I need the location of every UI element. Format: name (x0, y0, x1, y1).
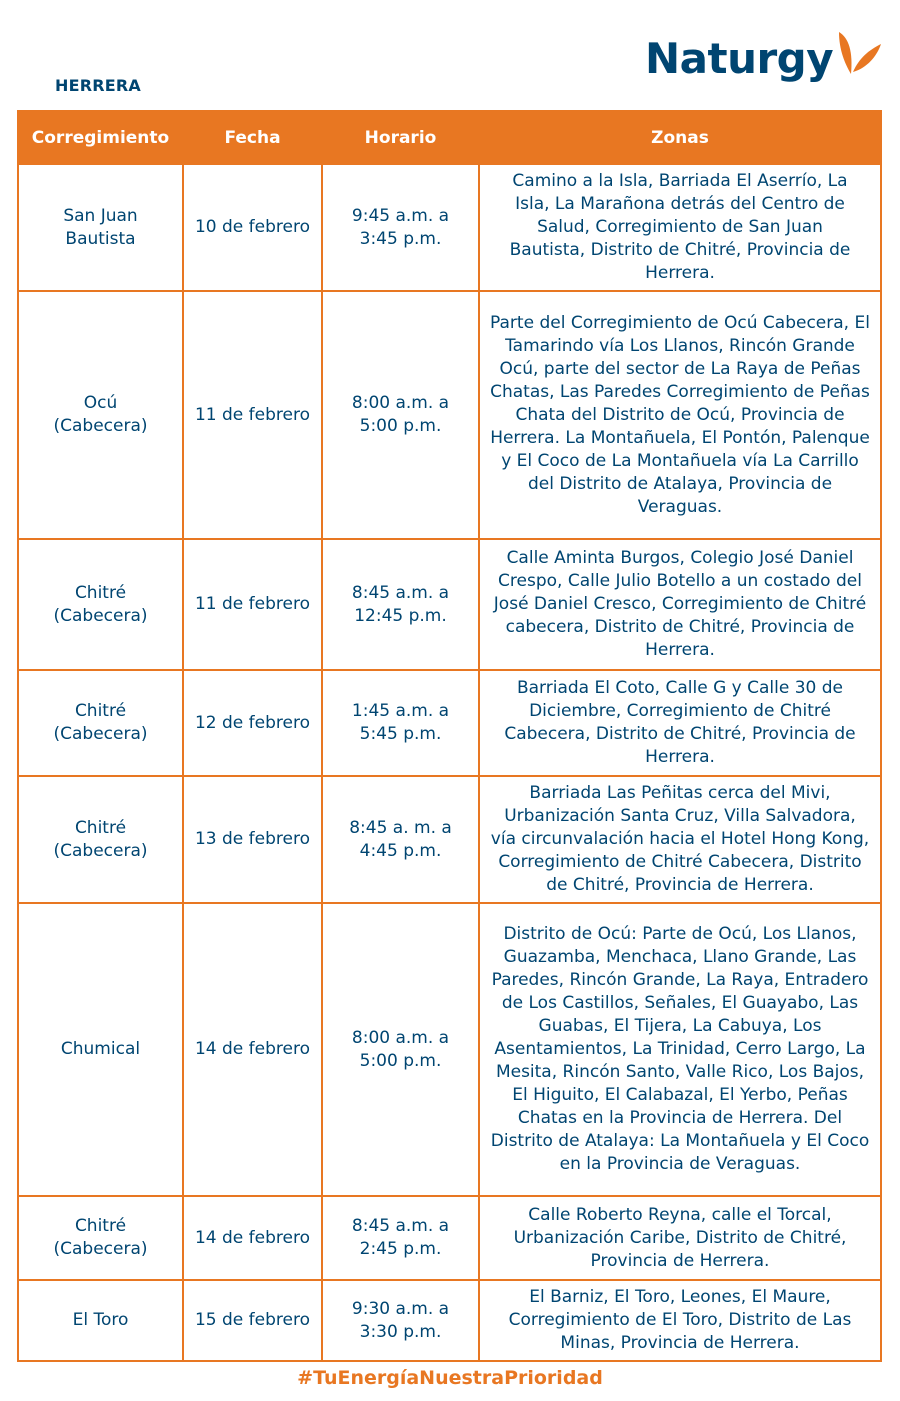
corregimiento-cell: Ocú (Cabecera) (18, 291, 183, 539)
fecha-cell: 15 de febrero (183, 1280, 322, 1361)
column-header-horario: Horario (322, 111, 479, 164)
column-header-zonas: Zonas (479, 111, 881, 164)
zonas-cell: Barriada Las Peñitas cerca del Mivi, Urbanización Santa Cruz, Villa Salvadora, vía circunvalación hacia el Hotel Hong Kong, Corregimiento de Chitré Cabecera, Distrito de Chitré, Provincia de Herrera. (479, 776, 881, 903)
schedule-table (17, 110, 882, 1362)
logo-wordmark: Naturgy (645, 34, 834, 83)
corregimiento-cell: Chitré (Cabecera) (18, 776, 183, 903)
corregimiento-cell: Chitré (Cabecera) (18, 670, 183, 776)
zonas-cell: Calle Roberto Reyna, calle el Torcal, Urbanización Caribe, Distrito de Chitré, Provincia de Herrera. (479, 1196, 881, 1280)
table-header-row (18, 111, 881, 164)
column-header-fecha: Fecha (183, 111, 322, 164)
fecha-cell: 11 de febrero (183, 539, 322, 670)
zonas-cell: Distrito de Ocú: Parte de Ocú, Los Llanos, Guazamba, Menchaca, Llano Grande, Las Paredes, Rincón Grande, La Raya, Entradero de Los Castillos, Señales, El Guayabo, Las Guabas, El Tijera, La Cabuya, Los Asentamientos, La Trinidad, Cerro Largo, La Mesita, Rincón Santo, Valle Rico, Los Bajos, El Higuito, El Calabazal, El Yerbo, Peñas Chatas en la Provincia de Herrera. Del Distrito de Atalaya: La Montañuela y El Coco en la Provincia de Veraguas. (479, 903, 881, 1196)
hashtag-footer: #TuEnergíaNuestraPrioridad (297, 1367, 603, 1389)
table-row (18, 670, 881, 776)
table-row (18, 291, 881, 539)
fecha-cell: 13 de febrero (183, 776, 322, 903)
horario-cell: 8:00 a.m. a 5:00 p.m. (322, 903, 479, 1196)
zonas-cell: Camino a la Isla, Barriada El Aserrío, La Isla, La Marañona detrás del Centro de Salud, Corregimiento de San Juan Bautista, Distrito de Chitré, Provincia de Herrera. (479, 164, 881, 291)
fecha-cell: 10 de febrero (183, 164, 322, 291)
horario-cell: 8:45 a. m. a 4:45 p.m. (322, 776, 479, 903)
zonas-cell: Parte del Corregimiento de Ocú Cabecera, El Tamarindo vía Los Llanos, Rincón Grande Ocú, parte del sector de La Raya de Peñas Chatas, Las Paredes Corregimiento de Peñas Chata del Distrito de Ocú, Provincia de Herrera. La Montañuela, El Pontón, Palenque y El Coco de La Montañuela vía La Carrillo del Distrito de Atalaya, Provincia de Veraguas. (479, 291, 881, 539)
region-title: HERRERA (55, 76, 141, 95)
corregimiento-cell: San Juan Bautista (18, 164, 183, 291)
zonas-cell: Barriada El Coto, Calle G y Calle 30 de Diciembre, Corregimiento de Chitré Cabecera, Distrito de Chitré, Provincia de Herrera. (479, 670, 881, 776)
fecha-cell: 14 de febrero (183, 1196, 322, 1280)
fecha-cell: 14 de febrero (183, 903, 322, 1196)
column-header-corregimiento: Corregimiento (18, 111, 183, 164)
table-row (18, 903, 881, 1196)
corregimiento-cell: Chitré (Cabecera) (18, 1196, 183, 1280)
table-row (18, 1280, 881, 1361)
table-row (18, 539, 881, 670)
table-row (18, 1196, 881, 1280)
butterfly-icon (835, 28, 883, 78)
naturgy-logo (645, 28, 885, 94)
horario-cell: 9:45 a.m. a 3:45 p.m. (322, 164, 479, 291)
corregimiento-cell: Chitré (Cabecera) (18, 539, 183, 670)
horario-cell: 9:30 a.m. a 3:30 p.m. (322, 1280, 479, 1361)
horario-cell: 8:00 a.m. a 5:00 p.m. (322, 291, 479, 539)
horario-cell: 8:45 a.m. a 2:45 p.m. (322, 1196, 479, 1280)
corregimiento-cell: El Toro (18, 1280, 183, 1361)
fecha-cell: 12 de febrero (183, 670, 322, 776)
table-row (18, 776, 881, 903)
horario-cell: 8:45 a.m. a 12:45 p.m. (322, 539, 479, 670)
horario-cell: 1:45 a.m. a 5:45 p.m. (322, 670, 479, 776)
zonas-cell: Calle Aminta Burgos, Colegio José Daniel Crespo, Calle Julio Botello a un costado del José Daniel Cresco, Corregimiento de Chitré cabecera, Distrito de Chitré, Provincia de Herrera. (479, 539, 881, 670)
zonas-cell: El Barniz, El Toro, Leones, El Maure, Corregimiento de El Toro, Distrito de Las Minas, Provincia de Herrera. (479, 1280, 881, 1361)
fecha-cell: 11 de febrero (183, 291, 322, 539)
table-row (18, 164, 881, 291)
corregimiento-cell: Chumical (18, 903, 183, 1196)
